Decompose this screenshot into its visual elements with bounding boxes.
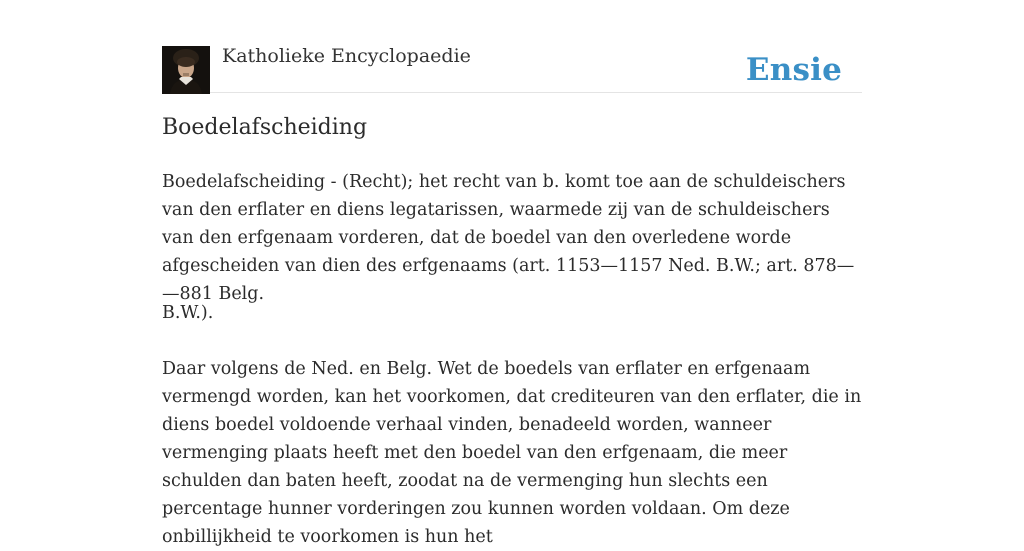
article-paragraph: B.W.). [162, 303, 214, 323]
article-paragraph: Daar volgens de Ned. en Belg. Wet de boedels van erflater en erfgenaam vermengd worden, kan het voorkomen, dat crediteuren van den erflater, die in diens boedel voldoende verhaal vinden, benadeeld worden, wanneer vermenging plaats heeft met den boedel van den erfgenaam, die meer schulden dan baten heeft, zoodat na de vermenging hun slechts een percentage hunner vorderingen zou kunnen worden voldaan. Om deze onbillijkheid te voorkomen is hun het [162, 359, 862, 547]
header [162, 0, 862, 93]
brand-logo[interactable]: Ensie [745, 52, 842, 88]
page-title: Boedelafscheiding [162, 115, 368, 140]
source-avatar[interactable] [162, 46, 210, 94]
page-container [162, 0, 862, 547]
portrait-icon [162, 46, 210, 94]
source-name[interactable]: Katholieke Encyclopaedie [222, 45, 471, 67]
article-paragraph: Boedelafscheiding - (Recht); het recht van b. komt toe aan de schuldeischers van den erflater en diens legatarissen, waarmede zij van de schuldeischers van den erfgenaam vorderen, dat de boedel van den overledene worde afgescheiden van dien des erfgenaams (art. 1153—1157 Ned. B.W.; art. 878— —881 Belg. [162, 172, 855, 304]
